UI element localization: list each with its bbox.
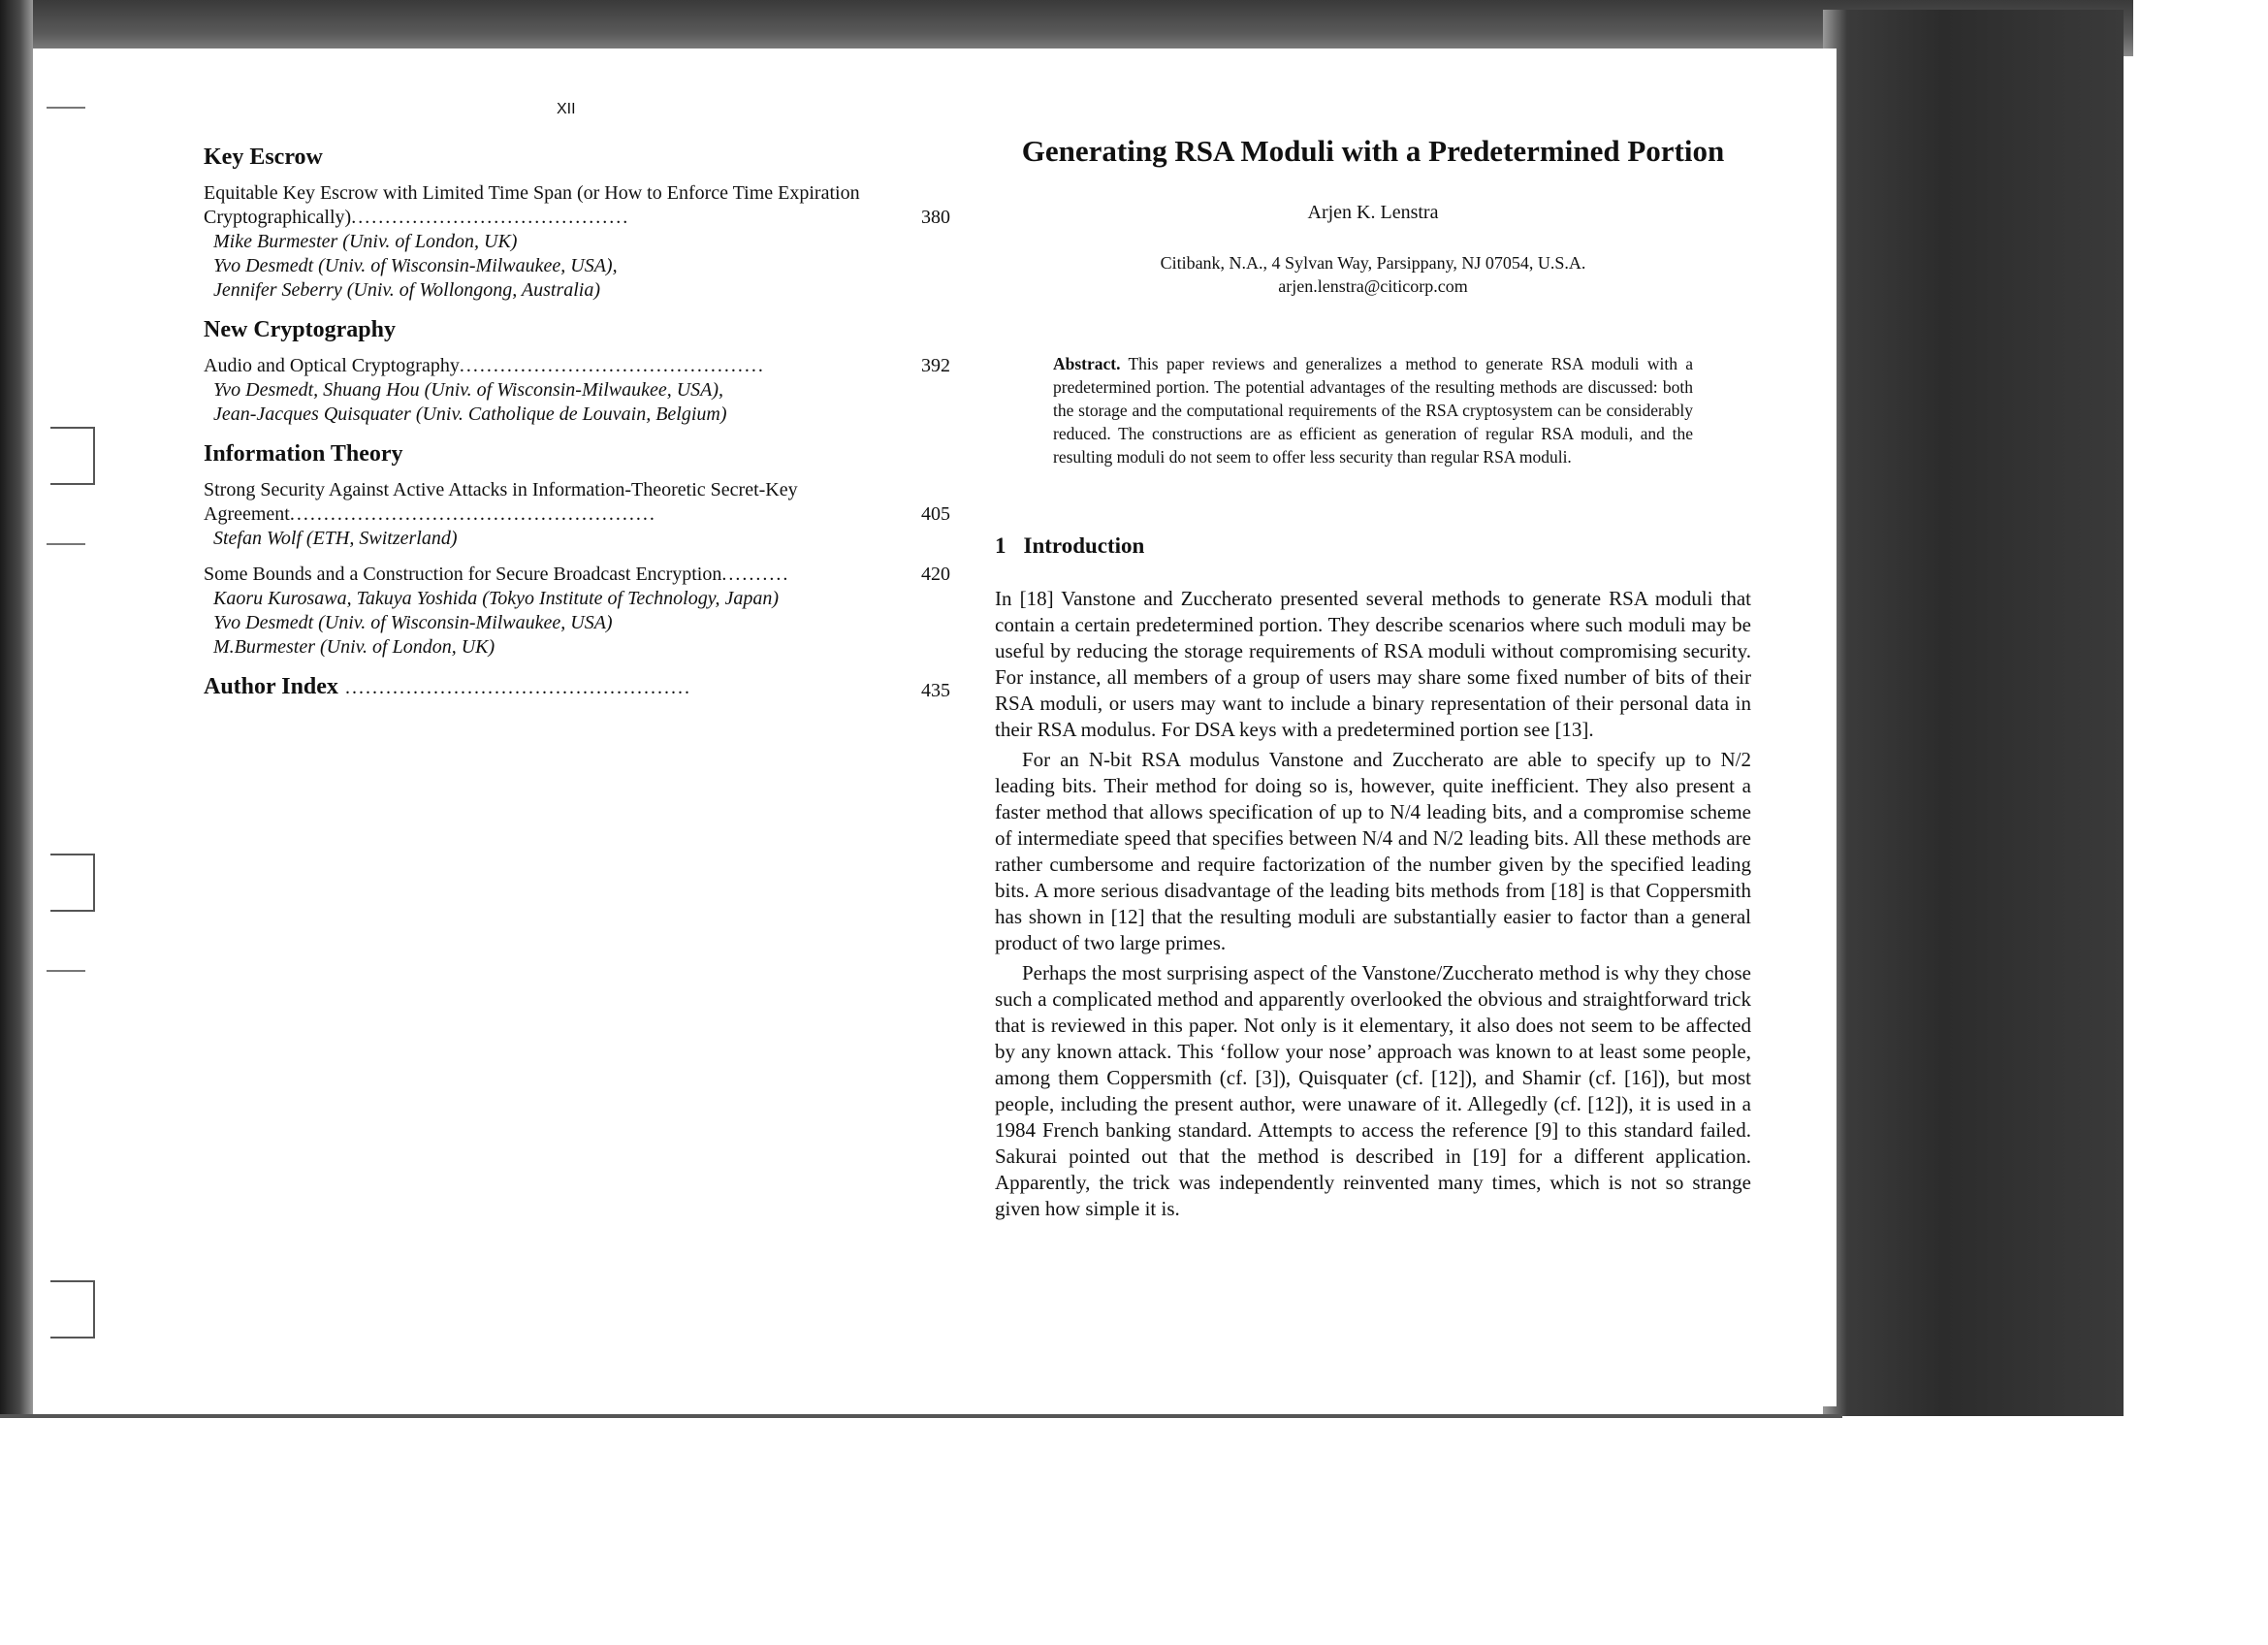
toc-entry-page: 392 — [921, 355, 950, 376]
body-paragraph: In [18] Vanstone and Zuccherato presented several methods to generate RSA moduli that contain a certain predetermined portion. They describe scenarios where such moduli may be useful by reducing the storage requirements of RSA moduli without compromising security. For instance, all members of a group of users may share some fixed number of bits of their RSA moduli, or users may want to include a binary representation of their personal data in their RSA modulus. For DSA keys with a predetermined portion see [13]. — [995, 587, 1751, 741]
margin-bleed-marks — [43, 78, 111, 1387]
toc-entry-author: Yvo Desmedt (Univ. of Wisconsin-Milwaukee, USA) — [213, 612, 613, 633]
scan-bottom-edge — [0, 1414, 1842, 1418]
toc-entry-title: Equitable Key Escrow with Limited Time Span (or How to Enforce Time Expiration Cryptographically)......................................... — [204, 182, 860, 228]
toc-entry-author: M.Burmester (Univ. of London, UK) — [213, 636, 495, 658]
paper-email: arjen.lenstra@citicorp.com — [1278, 276, 1468, 296]
paper-affiliation: Citibank, N.A., 4 Sylvan Way, Parsippany, NJ 07054, U.S.A. — [1160, 253, 1586, 273]
toc-section-heading: New Cryptography — [204, 317, 396, 342]
toc-section-heading: Key Escrow — [204, 145, 323, 170]
toc-entry-page: 405 — [921, 503, 950, 525]
body-paragraph: Perhaps the most surprising aspect of the Vanstone/Zuccherato method is why they chose such a complicated method and apparently overlooked the obvious and straightforward trick that is reviewed in this paper. Not only is it elementary, it also does not seem to be affected by any known attack. This ‘follow your nose’ approach was known to at least some people, among them Coppersmith (cf. [3]), Quisquater (cf. [12]), and Shamir (cf. [16]), but most people, including the present author, were unaware of it. Allegedly (cf. [12]), it is used in a 1984 French banking standard. Attempts to access the reference [9] to this standard failed. Sakurai pointed out that the method is described in [19] for a different application. Apparently, the trick was independently reinvented many times, which is not so strange given how simple it is. — [995, 961, 1751, 1220]
toc-entry-title: Some Bounds and a Construction for Secure Broadcast Encryption.......... — [204, 564, 790, 585]
toc-section — [204, 442, 950, 660]
body-paragraph: For an N-bit RSA modulus Vanstone and Zuccherato are able to specify up to N/2 leading bits. Their method for doing so is, however, quite inefficient. They also present a faster method that allows specification of up to N/4 leading bits, and a compromise scheme of intermediate speed that specifies between N/4 and N/2 leading bits. All these methods are rather cumbersome and require factorization of the number given by the specified leading bits. A more serious disadvantage of the leading bits methods from [18] is that Coppersmith has shown in [12] that the resulting moduli are substantially easier to factor than a general product of two large primes. — [995, 748, 1751, 954]
paper-first-page — [995, 132, 1751, 1222]
toc-section — [204, 318, 950, 427]
table-of-contents — [204, 145, 950, 700]
toc-entry — [204, 563, 950, 660]
abstract-label: Abstract. — [1053, 354, 1121, 373]
toc-entry-author: Yvo Desmedt (Univ. of Wisconsin-Milwaukee, USA), — [213, 255, 618, 276]
paper-author: Arjen K. Lenstra — [1307, 202, 1439, 223]
toc-entry — [204, 354, 950, 427]
paper-affiliation-block — [995, 251, 1751, 298]
section-number: 1 — [995, 533, 1006, 558]
toc-author-index: Author Index ................................................... 435 — [204, 674, 950, 701]
body-text — [995, 586, 1751, 1222]
toc-entry-page: 420 — [921, 564, 950, 585]
toc-entry-title: Strong Security Against Active Attacks in Information-Theoretic Secret-Key Agreement...................................................... — [204, 479, 798, 525]
author-index-page: 435 — [921, 680, 950, 701]
toc-section-heading: Information Theory — [204, 441, 403, 467]
toc-section — [204, 145, 950, 303]
toc-entry-author: Jennifer Seberry (Univ. of Wollongong, Australia) — [213, 279, 601, 301]
scan-left-shadow — [0, 0, 33, 1416]
toc-entry-page: 380 — [921, 207, 950, 228]
paper-title: Generating RSA Moduli with a Predetermined Portion — [1021, 134, 1725, 168]
toc-entry — [204, 478, 950, 551]
toc-entry-author: Mike Burmester (Univ. of London, UK) — [213, 231, 518, 252]
toc-entry-author: Stefan Wolf (ETH, Switzerland) — [213, 528, 458, 549]
author-index-label: Author Index — [204, 674, 338, 699]
abstract — [1053, 352, 1693, 468]
toc-entry-title: Audio and Optical Cryptography............................................. — [204, 355, 765, 376]
scan-right-shadow — [1823, 10, 2124, 1416]
page-folio: XII — [557, 101, 576, 117]
section-title: Introduction — [1023, 533, 1145, 558]
section-heading — [995, 532, 1751, 559]
abstract-text: This paper reviews and generalizes a method to generate RSA moduli with a predetermined portion. The potential advantages of the resulting methods are discussed: both the storage and the computational requirements of the RSA cryptosystem can be considerably reduced. The constructions are as efficient as generation of regular RSA moduli, and the resulting moduli do not seem to offer less security than regular RSA moduli. — [1053, 354, 1693, 467]
toc-entry-author: Kaoru Kurosawa, Takuya Yoshida (Tokyo Institute of Technology, Japan) — [213, 588, 780, 609]
toc-entry-author: Yvo Desmedt, Shuang Hou (Univ. of Wisconsin-Milwaukee, USA), — [213, 379, 724, 401]
toc-entry-author: Jean-Jacques Quisquater (Univ. Catholique de Louvain, Belgium) — [213, 403, 727, 425]
toc-entry — [204, 181, 950, 303]
